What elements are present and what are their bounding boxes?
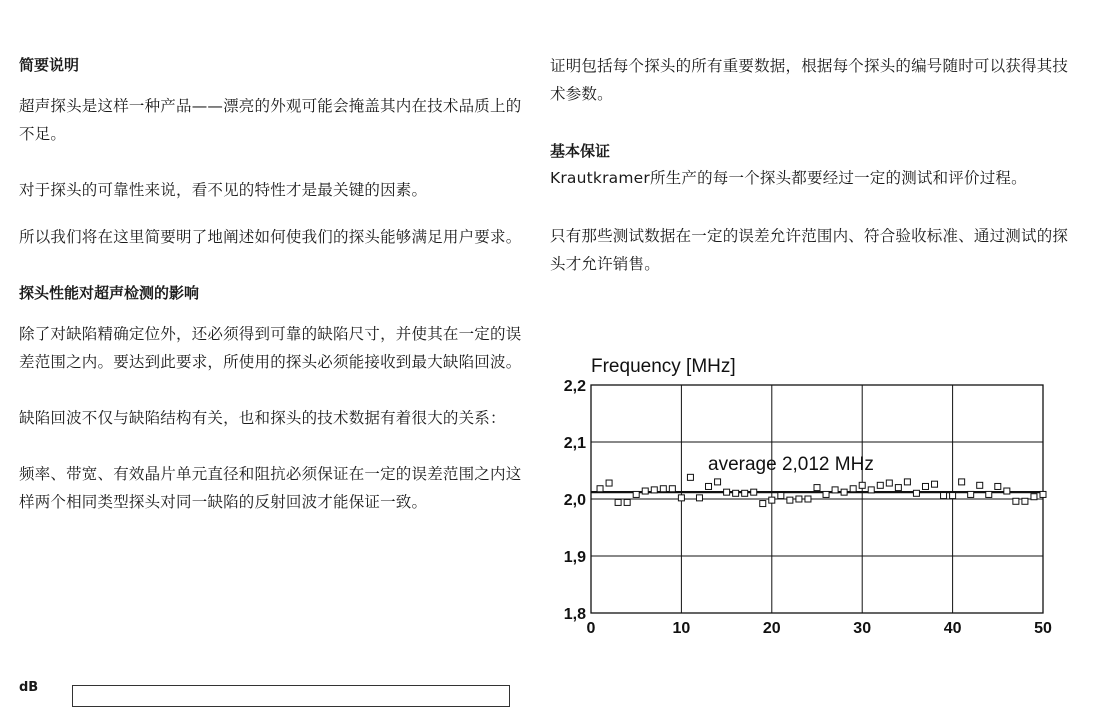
heading-basic-guarantee: 基本保证 xyxy=(550,142,611,160)
chart-grid xyxy=(591,385,1043,613)
average-annotation: average 2,012 MHz xyxy=(708,454,874,475)
data-points xyxy=(597,474,1046,506)
data-point xyxy=(669,486,675,492)
paragraph-reliability: 对于探头的可靠性来说，看不见的特性才是最关键的因素。 xyxy=(19,181,428,199)
data-point xyxy=(832,487,838,493)
data-point xyxy=(606,480,612,486)
paragraph-defect-sizing: 除了对缺陷精确定位外，还必须得到可靠的缺陷尺寸，并使其在一定的误差范围之内。要达到此要求，所使用的探头必须能接收到最大缺陷回波。 xyxy=(19,325,522,371)
data-point xyxy=(977,482,983,488)
data-point xyxy=(796,496,802,502)
tick-labels xyxy=(564,378,1052,637)
data-point xyxy=(986,491,992,497)
heading-probe-influence: 探头性能对超声检测的影响 xyxy=(19,284,200,302)
data-point xyxy=(886,480,892,486)
data-point xyxy=(859,482,865,488)
x-tick-label: 40 xyxy=(943,620,962,637)
y-tick-label: 2,2 xyxy=(563,378,586,395)
data-point xyxy=(995,483,1001,489)
paragraph-sales: 只有那些测试数据在一定的误差允许范围内、符合验收标准、通过测试的探头才允许销售。 xyxy=(550,227,1069,273)
data-point xyxy=(922,483,928,489)
data-point xyxy=(823,491,829,497)
data-point xyxy=(959,479,965,485)
data-point xyxy=(724,489,730,495)
paragraph-intro: 超声探头是这样一种产品——漂亮的外观可能会掩盖其内在技术品质上的不足。 xyxy=(19,97,522,143)
heading-brief-description: 简要说明 xyxy=(19,56,80,74)
y-tick-label: 2,0 xyxy=(563,492,586,509)
data-point xyxy=(968,491,974,497)
paragraph-certificate: 证明包括每个探头的所有重要数据，根据每个探头的编号随时可以获得其技术参数。 xyxy=(550,57,1069,103)
data-point xyxy=(895,485,901,491)
data-point xyxy=(751,489,757,495)
data-point xyxy=(904,479,910,485)
paragraph-echo-relation: 缺陷回波不仅与缺陷结构有关，也和探头的技术数据有着很大的关系： xyxy=(19,409,506,427)
frequency-chart xyxy=(548,350,1058,650)
data-point xyxy=(1004,488,1010,494)
paragraph-testing: Krautkramer所生产的每一个探头都要经过一定的测试和评价过程。 xyxy=(550,169,1027,187)
data-point xyxy=(633,491,639,497)
y-tick-label: 1,8 xyxy=(563,606,586,623)
right-column xyxy=(550,52,1070,278)
paragraph-tolerance: 频率、带宽、有效晶片单元直径和阻抗必须保证在一定的误差范围之内这样两个相同类型探头对同一缺陷的反射回波才能保证一致。 xyxy=(19,465,522,511)
data-point xyxy=(769,497,775,503)
data-point xyxy=(597,486,603,492)
data-point xyxy=(1040,491,1046,497)
x-tick-label: 50 xyxy=(1034,620,1052,637)
x-tick-label: 20 xyxy=(762,620,781,637)
data-point xyxy=(850,486,856,492)
x-tick-label: 0 xyxy=(586,620,596,637)
data-point xyxy=(760,501,766,507)
data-point xyxy=(932,481,938,487)
data-point xyxy=(733,490,739,496)
db-label: dB xyxy=(19,680,39,695)
data-point xyxy=(950,493,956,499)
data-point xyxy=(624,499,630,505)
data-point xyxy=(805,496,811,502)
data-point xyxy=(742,490,748,496)
data-point xyxy=(642,488,648,494)
data-point xyxy=(1031,494,1037,500)
y-tick-label: 1,9 xyxy=(563,549,586,566)
data-point xyxy=(941,493,947,499)
data-point xyxy=(715,479,721,485)
paragraph-purpose: 所以我们将在这里简要明了地阐述如何使我们的探头能够满足用户要求。 xyxy=(19,228,522,246)
data-point xyxy=(1013,498,1019,504)
db-chart-frame xyxy=(72,685,510,707)
x-tick-label: 10 xyxy=(672,620,691,637)
data-point xyxy=(615,499,621,505)
data-point xyxy=(1022,498,1028,504)
data-point xyxy=(778,493,784,499)
data-point xyxy=(678,495,684,501)
chart-title: Frequency [MHz] xyxy=(591,356,736,377)
y-tick-label: 2,1 xyxy=(563,435,586,452)
data-point xyxy=(814,485,820,491)
data-point xyxy=(787,497,793,503)
data-point xyxy=(841,489,847,495)
data-point xyxy=(651,487,657,493)
data-point xyxy=(913,490,919,496)
data-point xyxy=(660,486,666,492)
data-point xyxy=(687,474,693,480)
x-tick-label: 30 xyxy=(853,620,872,637)
data-point xyxy=(706,483,712,489)
data-point xyxy=(877,482,883,488)
data-point xyxy=(696,495,702,501)
data-point xyxy=(868,487,874,493)
left-column xyxy=(19,52,529,516)
